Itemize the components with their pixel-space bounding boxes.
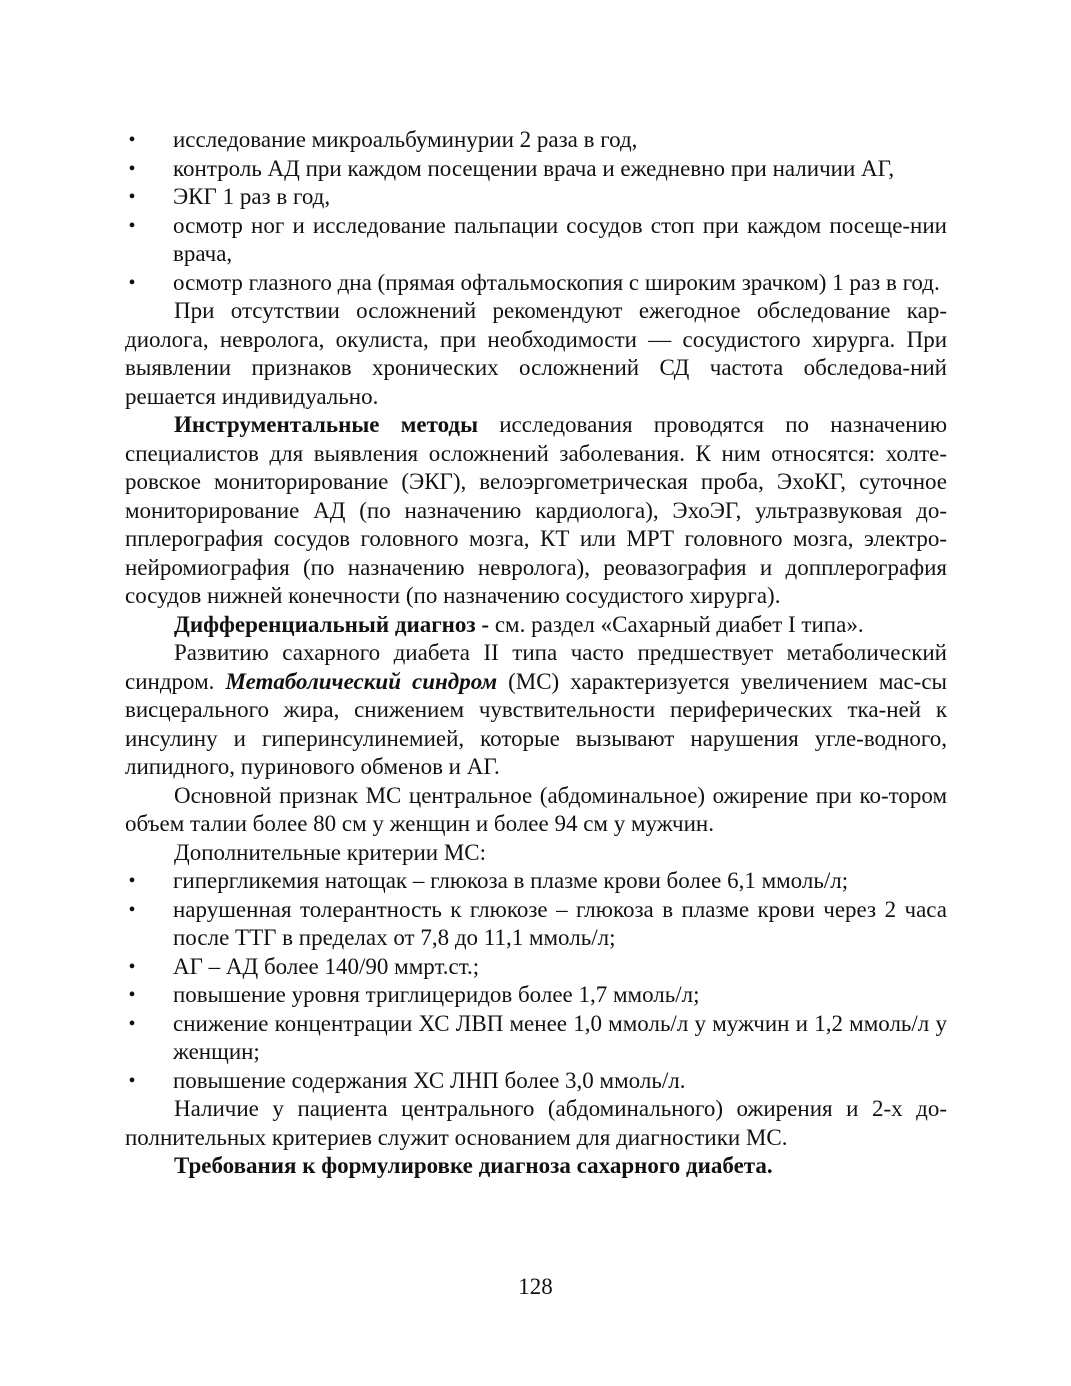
bullet-icon: • xyxy=(128,186,136,208)
list-item: • снижение концентрации ХС ЛВП менее 1,0 ммоль/л у мужчин и 1,2 ммоль/л у женщин; xyxy=(125,1010,947,1067)
paragraph-additional-criteria: Дополнительные критерии МС: xyxy=(174,839,487,865)
bullet-icon: • xyxy=(128,157,136,180)
list-item: • повышение уровня триглицеридов более 1,7 ммоль/л; xyxy=(125,981,947,1010)
bullet-icon: • xyxy=(128,984,136,1006)
bullet-icon: • xyxy=(128,898,136,921)
list-item: • осмотр глазного дна (прямая офтальмоскопия с широким зрачком) 1 раз в год. xyxy=(125,269,947,298)
bullet-icon: • xyxy=(128,214,136,237)
list-item: • нарушенная толерантность к глюкозе – глюкоза в плазме крови через 2 часа после ТТГ в пределах от 7,8 до 11,1 ммоль/л; xyxy=(125,896,947,953)
paragraph-diagnosis-basis: Наличие у пациента центрального (абдоминального) ожирения и 2-х до-полнительных критериев служит основанием для диагностики МС. xyxy=(125,1096,947,1150)
list-item: • повышение содержания ХС ЛНП более 3,0 ммоль/л. xyxy=(125,1067,947,1096)
paragraph-main-sign: Основной признак МС центральное (абдоминальное) ожирение при ко-тором объем талии более 80 см у женщин и более 94 см у мужчин. xyxy=(125,782,947,836)
list-item: • ЭКГ 1 раз в год, xyxy=(125,183,947,212)
list-item: • контроль АД при каждом посещении врача и ежедневно при наличии АГ, xyxy=(125,155,947,184)
paragraph-metabolic-syndrome: Развитию сахарного диабета II типа часто предшествует метаболический синдром. Метаболический синдром (МС) характеризуется увеличением мас-сы висцерального жира, снижением чувствительности периферических тка-ней к инсулину и гиперинсулинемией, которые вызывают нарушения угле-водного, липидного, пуринового обменов и АГ. xyxy=(125,640,947,779)
paragraph-no-complications: При отсутствии осложнений рекомендуют ежегодное обследование кар-диолога, невролога, окулиста, при необходимости — сосудистого хирурга. При выявлении признаков хронических осложнений СД частота обследова-ний решается индивидуально. xyxy=(125,298,947,409)
metabolic-syndrome-term: Метаболический синдром xyxy=(225,668,498,694)
list-item: • исследование микроальбуминурии 2 раза в год, xyxy=(125,126,947,155)
list-item: • АГ – АД более 140/90 ммрт.ст.; xyxy=(125,953,947,982)
paragraph-differential-diagnosis: Дифференциальный диагноз - см. раздел «Сахарный диабет I типа». xyxy=(174,611,864,637)
criteria-list xyxy=(125,867,947,1095)
bullet-icon: • xyxy=(128,1012,136,1035)
page-body xyxy=(125,126,947,1181)
instrumental-methods-term: Инструментальные методы xyxy=(174,412,479,437)
bullet-icon: • xyxy=(128,129,136,151)
section-heading: Требования к формулировке диагноза сахарного диабета. xyxy=(174,1153,773,1178)
paragraph-instrumental-methods: Инструментальные методы исследования проводятся по назначению специалистов для выявления осложнений заболевания. К ним относятся: холте-ровское мониторирование (ЭКГ), велоэргометрическая проба, ЭхоКГ, суточное мониторирование АД (по назначению кардиолога), ЭхоЭГ, ультразвуковая до-пплерография сосудов головного мозга, КТ или МРТ головного мозга, электро-нейромиография (по назначению невролога), реовазография и допплерография сосудов нижней конечности (по назначению сосудистого хирурга). xyxy=(125,412,947,608)
bullet-icon: • xyxy=(128,271,136,294)
bullet-icon: • xyxy=(128,870,136,892)
page-number: 128 xyxy=(518,1274,553,1299)
bullet-icon: • xyxy=(128,955,136,978)
bullet-icon: • xyxy=(128,1069,136,1092)
differential-diagnosis-term: Дифференциальный диагноз - xyxy=(174,611,490,637)
list-item: • осмотр ног и исследование пальпации сосудов стоп при каждом посеще-нии врача, xyxy=(125,212,947,269)
list-item: • гипергликемия натощак – глюкоза в плазме крови более 6,1 ммоль/л; xyxy=(125,867,947,896)
monitoring-list xyxy=(125,126,947,297)
